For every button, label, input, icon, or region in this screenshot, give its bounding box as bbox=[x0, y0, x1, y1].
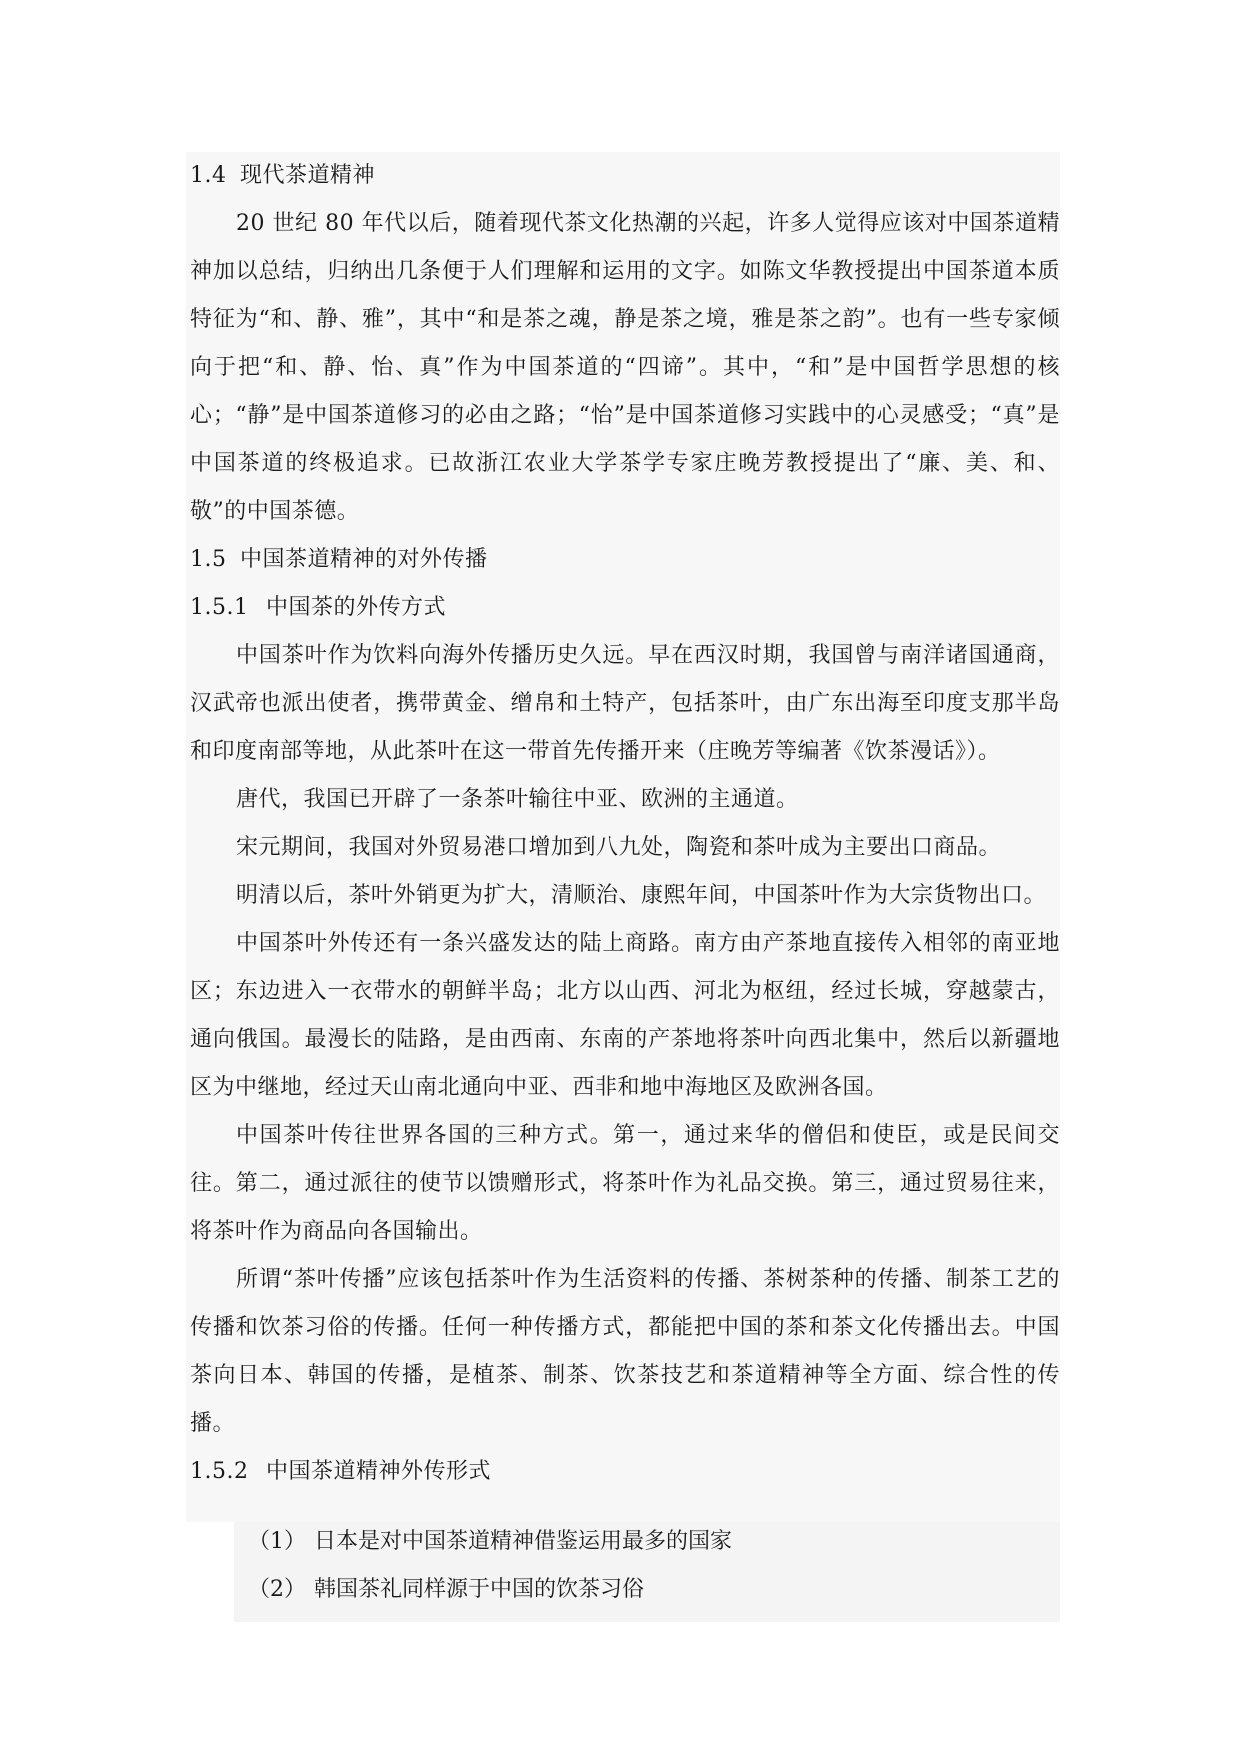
paragraph: 唐代，我国已开辟了一条茶叶输往中亚、欧洲的主通道。 bbox=[236, 787, 799, 812]
section-title: 中国茶道精神外传形式 bbox=[266, 1459, 492, 1484]
list-item-text: 韩国茶礼同样源于中国的饮茶习俗 bbox=[314, 1577, 645, 1602]
section-number: 1.5.2 bbox=[190, 1459, 249, 1484]
section-number: 1.4 bbox=[190, 163, 227, 188]
numbered-list bbox=[248, 1518, 1048, 1614]
section-title: 现代茶道精神 bbox=[240, 163, 376, 188]
paragraph: 中国茶叶传往世界各国的三种方式。第一，通过来华的僧侣和使臣，或是民间交往。第二，通过派往的使节以馈赠形式，将茶叶作为礼品交换。第三，通过贸易往来，将茶叶作为商品向各国输出。 bbox=[190, 1123, 1060, 1244]
paragraph: 宋元期间，我国对外贸易港口增加到八九处，陶瓷和茶叶成为主要出口商品。 bbox=[236, 835, 1002, 860]
list-item bbox=[248, 1518, 1048, 1566]
list-item-text: 日本是对中国茶道精神借鉴运用最多的国家 bbox=[314, 1529, 733, 1554]
list-marker: （1） bbox=[248, 1529, 306, 1554]
paragraph: 中国茶叶作为饮料向海外传播历史久远。早在西汉时期，我国曾与南洋诸国通商，汉武帝也派出使者，携带黄金、缯帛和土特产，包括茶叶，由广东出海至印度支那半岛和印度南部等地，从此茶叶在这一带首先传播开来（庄晚芳等编著《饮茶漫话》）。 bbox=[190, 643, 1060, 764]
section-heading-1-4 bbox=[190, 152, 1060, 200]
paragraph: 所谓“茶叶传播”应该包括茶叶作为生活资料的传播、茶树茶种的传播、制茶工艺的传播和饮茶习俗的传播。任何一种传播方式，都能把中国的茶和茶文化传播出去。中国茶向日本、韩国的传播，是植茶、制茶、饮茶技艺和茶道精神等全方面、综合性的传播。 bbox=[190, 1267, 1060, 1436]
section-title: 中国茶道精神的对外传播 bbox=[240, 547, 488, 572]
list-marker: （2） bbox=[248, 1577, 306, 1602]
section-number: 1.5 bbox=[190, 547, 227, 572]
paragraph: 20 世纪 80 年代以后，随着现代茶文化热潮的兴起，许多人觉得应该对中国茶道精神加以总结，归纳出几条便于人们理解和运用的文字。如陈文华教授提出中国茶道本质特征为“和、静、雅”，其中“和是茶之魂，静是茶之境，雅是茶之韵”。也有一些专家倾向于把“和、静、怡、真”作为中国茶道的“四谛”。其中，“和”是中国哲学思想的核心；“静”是中国茶道修习的必由之路；“怡”是中国茶道修习实践中的心灵感受；“真”是中国茶道的终极追求。已故浙江农业大学茶学专家庄晚芳教授提出了“廉、美、和、敬”的中国茶德。 bbox=[190, 211, 1060, 524]
paragraph: 中国茶叶外传还有一条兴盛发达的陆上商路。南方由产茶地直接传入相邻的南亚地区；东边进入一衣带水的朝鲜半岛；北方以山西、河北为枢纽，经过长城，穿越蒙古，通向俄国。最漫长的陆路，是由西南、东南的产茶地将茶叶向西北集中，然后以新疆地区为中继地，经过天山南北通向中亚、西非和地中海地区及欧洲各国。 bbox=[190, 931, 1060, 1100]
section-heading-1-5 bbox=[190, 536, 1060, 584]
section-number: 1.5.1 bbox=[190, 595, 249, 620]
document-body bbox=[190, 152, 1060, 1496]
list-item bbox=[248, 1566, 1048, 1614]
paragraph: 明清以后，茶叶外销更为扩大，清顺治、康熙年间，中国茶叶作为大宗货物出口。 bbox=[236, 883, 1047, 908]
section-heading-1-5-1 bbox=[190, 584, 1060, 632]
section-heading-1-5-2 bbox=[190, 1448, 1060, 1496]
section-title: 中国茶的外传方式 bbox=[266, 595, 447, 620]
